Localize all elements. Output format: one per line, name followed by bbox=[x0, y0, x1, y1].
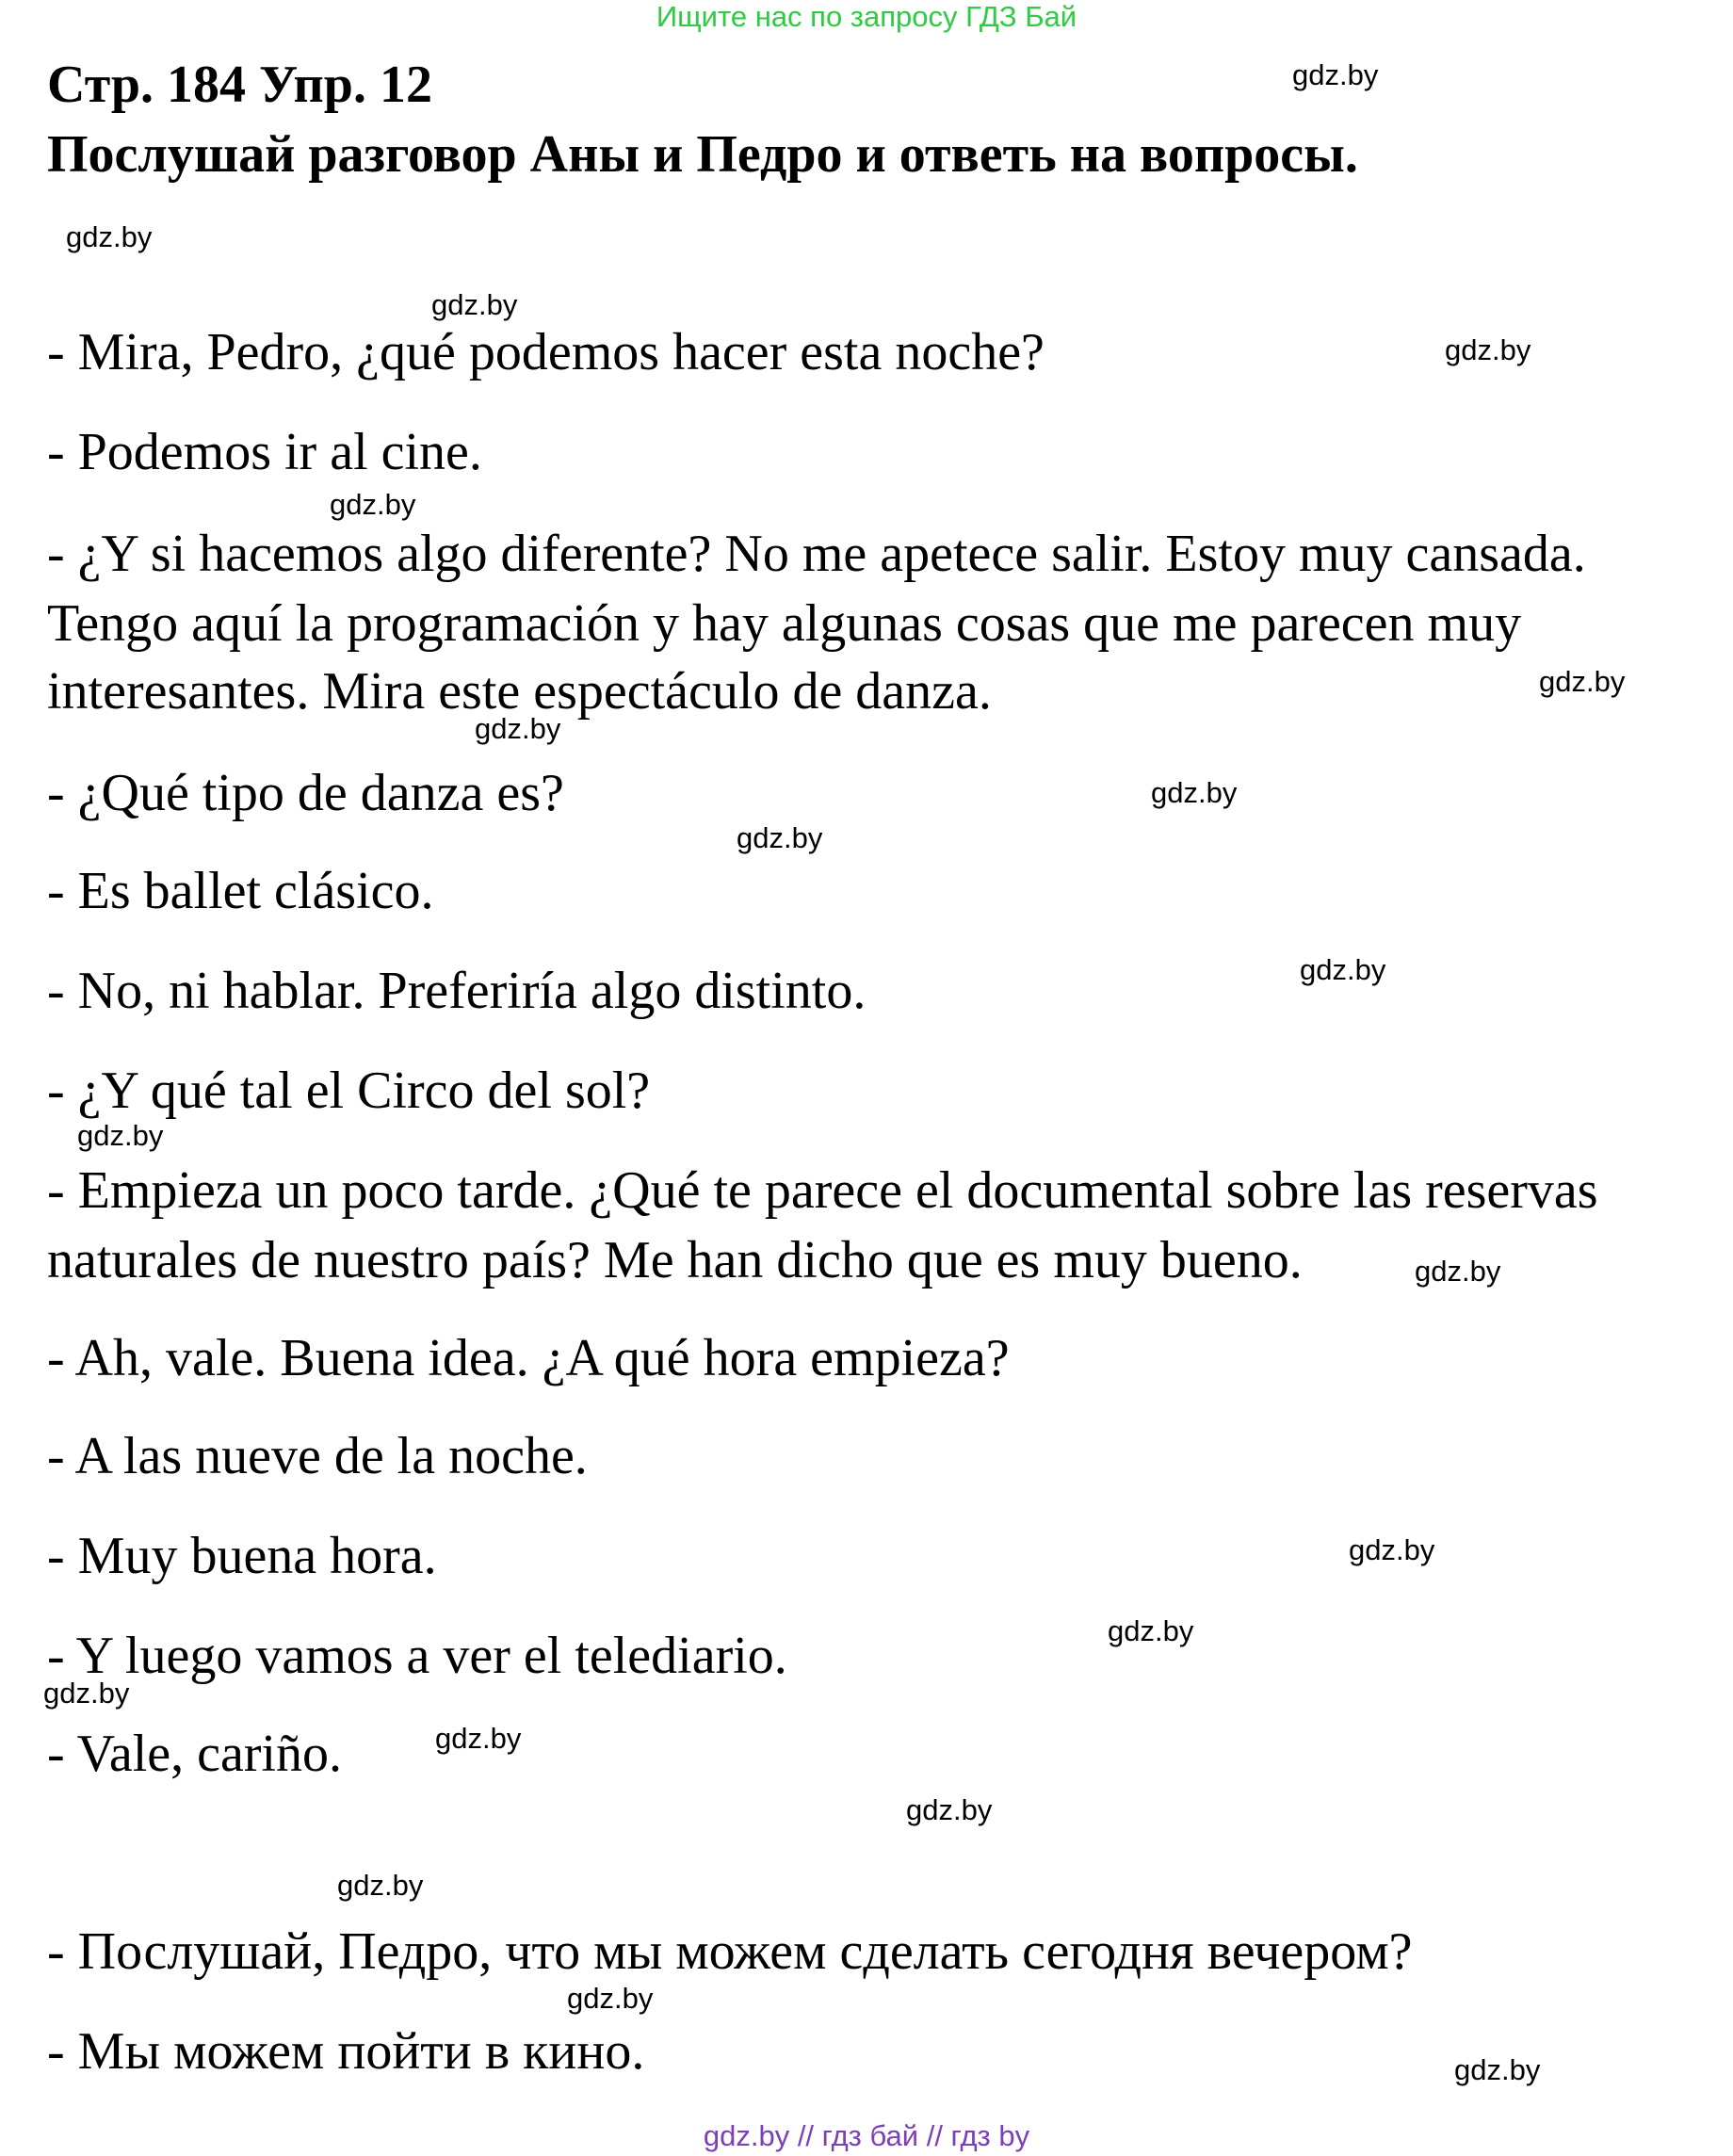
watermark: gdz.by bbox=[1151, 776, 1238, 809]
dialogue-line: - ¿Qué tipo de danza es? bbox=[47, 764, 564, 822]
watermark: gdz.by bbox=[567, 1982, 654, 2015]
dialogue-line: - A las nueve de la noche. bbox=[47, 1427, 588, 1485]
task-instruction: Послушай разговор Аны и Педро и ответь на вопросы. bbox=[47, 125, 1358, 184]
watermark: gdz.by bbox=[1108, 1614, 1194, 1647]
watermark: gdz.by bbox=[475, 712, 561, 745]
watermark: gdz.by bbox=[66, 220, 153, 253]
translation-line: - Послушай, Педро, что мы можем сделать сегодня вечером? bbox=[47, 1922, 1413, 1981]
dialogue-line: - Y luego vamos a ver el telediario. bbox=[47, 1627, 787, 1685]
watermark: gdz.by bbox=[330, 488, 416, 521]
watermark: gdz.by bbox=[1539, 665, 1626, 698]
watermark: gdz.by bbox=[77, 1119, 164, 1152]
page-title: Стр. 184 Упр. 12 bbox=[47, 56, 432, 114]
dialogue-line: - Ah, vale. Buena idea. ¿A qué hora empieza? bbox=[47, 1329, 1010, 1387]
dialogue-line: - Muy buena hora. bbox=[47, 1527, 437, 1585]
watermark: gdz.by bbox=[906, 1793, 993, 1826]
watermark: gdz.by bbox=[1292, 58, 1379, 91]
watermark: gdz.by bbox=[1454, 2053, 1541, 2086]
watermark: gdz.by bbox=[431, 288, 518, 321]
watermark: gdz.by bbox=[1415, 1255, 1501, 1288]
watermark: gdz.by bbox=[1445, 333, 1531, 366]
translation-line: - Мы можем пойти в кино. bbox=[47, 2022, 645, 2081]
watermark: gdz.by bbox=[43, 1677, 130, 1710]
watermark: gdz.by bbox=[337, 1869, 424, 1902]
dialogue-line: - Empieza un poco tarde. ¿Qué te parece el documental sobre las reservas bbox=[47, 1161, 1598, 1220]
search-banner[interactable]: Ищите нас по запросу ГДЗ Бай bbox=[656, 0, 1077, 33]
dialogue-line: - ¿Y qué tal el Circo del sol? bbox=[47, 1062, 651, 1120]
dialogue-line: - No, ni hablar. Preferiría algo distinto. bbox=[47, 962, 866, 1020]
dialogue-line: - Podemos ir al cine. bbox=[47, 423, 482, 481]
dialogue-line: - Es ballet clásico. bbox=[47, 862, 434, 920]
dialogue-line: naturales de nuestro país? Me han dicho que es muy bueno. bbox=[47, 1231, 1303, 1289]
footer-links[interactable]: gdz.by // гдз бай // гдз by bbox=[703, 2119, 1030, 2152]
dialogue-line: - Mira, Pedro, ¿qué podemos hacer esta noche? bbox=[47, 323, 1045, 381]
watermark: gdz.by bbox=[435, 1722, 522, 1755]
dialogue-line: - ¿Y si hacemos algo diferente? No me apetece salir. Estoy muy cansada. bbox=[47, 525, 1586, 583]
watermark: gdz.by bbox=[1300, 953, 1386, 986]
watermark: gdz.by bbox=[737, 821, 823, 854]
dialogue-line: - Vale, cariño. bbox=[47, 1725, 343, 1783]
watermark: gdz.by bbox=[1349, 1533, 1435, 1566]
dialogue-line: Tengo aquí la programación y hay algunas cosas que me parecen muy bbox=[47, 594, 1522, 653]
dialogue-line: interesantes. Mira este espectáculo de danza. bbox=[47, 662, 992, 721]
